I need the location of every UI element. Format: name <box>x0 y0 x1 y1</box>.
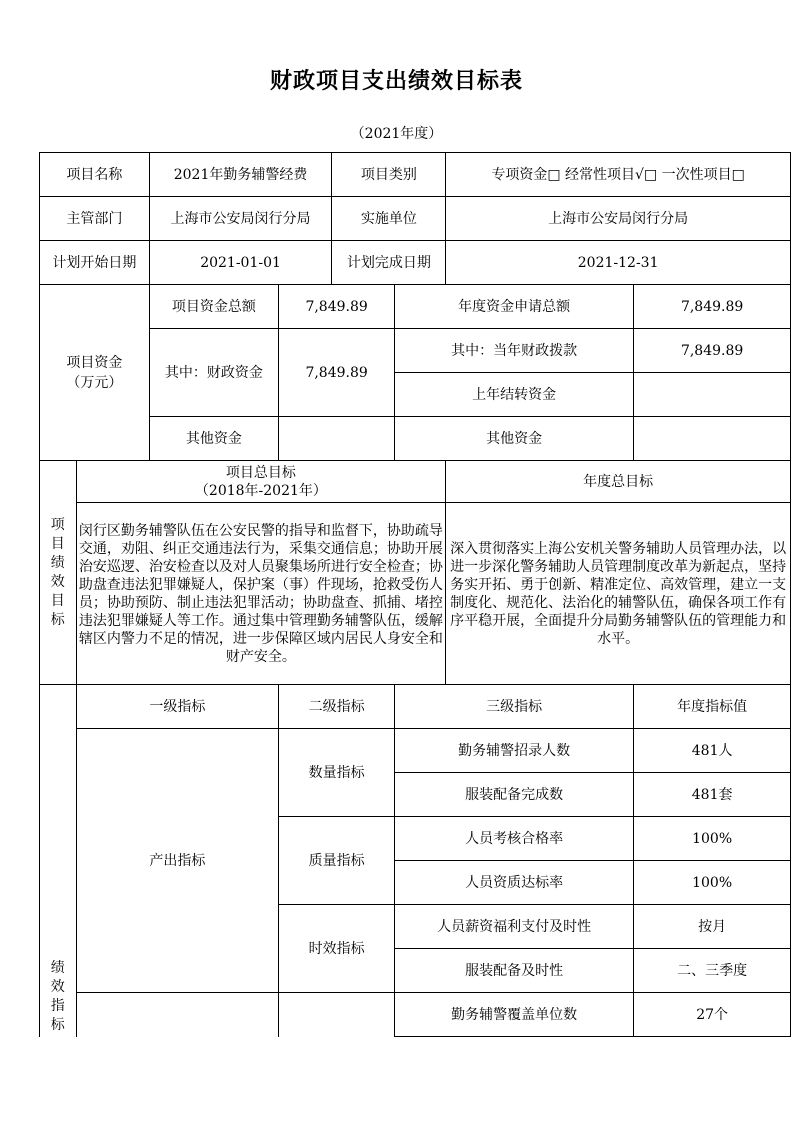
performance-target-table <box>39 152 791 1037</box>
start-date-value: 2021-01-01 <box>149 241 332 285</box>
fiscal-year: （2021年度） <box>350 126 443 142</box>
department-value: 上海市公安局闵行分局 <box>149 197 332 241</box>
annual-request-value: 7,849.89 <box>634 285 791 329</box>
project-category-label: 项目类别 <box>332 153 446 197</box>
header-level2: 二级指标 <box>279 685 395 729</box>
total-funds-value: 7,849.89 <box>279 285 395 329</box>
header-target-value: 年度指标值 <box>634 685 791 729</box>
indicator-value: 二、三季度 <box>634 949 791 993</box>
other-funds-label-2: 其他资金 <box>395 417 634 461</box>
indicator-value: 481套 <box>634 773 791 817</box>
indicator-name: 勤务辅警招录人数 <box>395 729 634 773</box>
project-name-value: 2021年勤务辅警经费 <box>149 153 332 197</box>
annual-request-label: 年度资金申请总额 <box>395 285 634 329</box>
other-funds-value <box>279 417 395 461</box>
carryover-value <box>634 373 791 417</box>
project-name-label: 项目名称 <box>40 153 150 197</box>
goals-label: 项目绩效目标 <box>40 461 77 685</box>
annual-goal-header: 年度总目标 <box>446 461 791 503</box>
current-allocation-value: 7,849.89 <box>634 329 791 373</box>
other-funds-value-2 <box>634 417 791 461</box>
project-category-value: 专项资金□ 经常性项目√□ 一次性项目□ <box>446 153 791 197</box>
indicator-name: 服装配备完成数 <box>395 773 634 817</box>
header-level1: 一级指标 <box>76 685 279 729</box>
indicator-value: 27个 <box>634 993 791 1037</box>
start-date-label: 计划开始日期 <box>40 241 150 285</box>
overall-goal-header: 项目总目标 （2018年-2021年） <box>76 461 446 503</box>
header-level3: 三级指标 <box>395 685 634 729</box>
indicator-value: 按月 <box>634 905 791 949</box>
level2-continued <box>279 993 395 1037</box>
implementing-unit-value: 上海市公安局闵行分局 <box>446 197 791 241</box>
output-indicator: 产出指标 <box>76 729 279 993</box>
quantity-indicator: 数量指标 <box>279 729 395 817</box>
indicator-value: 100% <box>634 861 791 905</box>
fiscal-funds-value: 7,849.89 <box>279 329 395 417</box>
indicator-name: 服装配备及时性 <box>395 949 634 993</box>
funds-label: 项目资金（万元） <box>40 285 150 461</box>
fiscal-funds-label: 其中：财政资金 <box>149 329 279 417</box>
timeliness-indicator: 时效指标 <box>279 905 395 993</box>
implementing-unit-label: 实施单位 <box>332 197 446 241</box>
indicator-value: 100% <box>634 817 791 861</box>
carryover-label: 上年结转资金 <box>395 373 634 417</box>
quality-indicator: 质量指标 <box>279 817 395 905</box>
indicator-name: 人员考核合格率 <box>395 817 634 861</box>
end-date-value: 2021-12-31 <box>446 241 791 285</box>
annual-goal-text: 深入贯彻落实上海公安机关警务辅助人员管理办法，以进一步深化警务辅助人员管理制度改革为新起点，坚持务实开拓、勇于创新、精准定位、高效管理，建立一支制度化、规范化、法治化的辅警队伍，确保各项工作有序平稳开展，全面提升分局勤务辅警队伍的管理能力和水平。 <box>446 503 791 685</box>
overall-goal-text: 闵行区勤务辅警队伍在公安民警的指导和监督下，协助疏导交通，劝阻、纠正交通违法行为，采集交通信息；协助开展治安巡逻、治安检查以及对人员聚集场所进行安全检查；协助盘查违法犯罪嫌疑人，保护案（事）件现场，抢救受伤人员；协助预防、制止违法犯罪活动；协助盘查、抓捕、堵控违法犯罪嫌疑人等工作。通过集中管理勤务辅警队伍，缓解辖区内警力不足的情况，进一步保障区域内居民人身安全和财产安全。 <box>76 503 446 685</box>
output-indicator-continued <box>76 993 279 1037</box>
indicator-name: 人员资质达标率 <box>395 861 634 905</box>
indicators-label: 绩效指标 <box>40 685 77 1037</box>
indicator-name: 人员薪资福利支付及时性 <box>395 905 634 949</box>
department-label: 主管部门 <box>40 197 150 241</box>
other-funds-label: 其他资金 <box>149 417 279 461</box>
indicator-value: 481人 <box>634 729 791 773</box>
total-funds-label: 项目资金总额 <box>149 285 279 329</box>
current-allocation-label: 其中：当年财政拨款 <box>395 329 634 373</box>
end-date-label: 计划完成日期 <box>332 241 446 285</box>
page-title: 财政项目支出绩效目标表 <box>269 69 523 94</box>
indicator-name: 勤务辅警覆盖单位数 <box>395 993 634 1037</box>
